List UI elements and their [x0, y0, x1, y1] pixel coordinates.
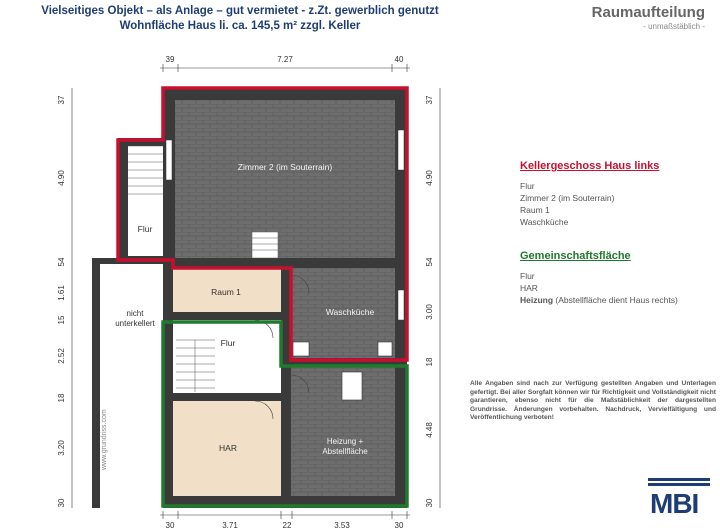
room-label-nicht: nicht: [126, 309, 144, 318]
legend-heizung-bold: Heizung: [520, 295, 554, 305]
dim-right-2: 4.90: [425, 170, 434, 186]
room-label-waschkueche: Waschküche: [325, 307, 375, 317]
dimension-bottom: [160, 511, 410, 519]
dim-left-1: 37: [57, 95, 66, 105]
dim-bottom-4: 3.53: [334, 521, 350, 530]
dim-right-6: 4.48: [425, 422, 434, 438]
dim-right-5: 18: [425, 357, 434, 367]
dim-bottom-5: 30: [394, 521, 404, 530]
legend-gemeinschaft-item-heizung: [520, 294, 678, 306]
dim-bottom-3: 22: [282, 521, 292, 530]
room-label-raum1: Raum 1: [211, 287, 241, 297]
dim-left-3: 54: [57, 257, 66, 267]
washing-machine: [293, 342, 309, 356]
dim-top-3: 40: [394, 55, 404, 64]
dim-right-7: 30: [425, 498, 434, 508]
dim-left-8: 3.20: [57, 440, 66, 456]
legend-gemeinschaft-item: Flur: [520, 271, 535, 281]
dim-right-4: 3.00: [425, 304, 434, 320]
dim-top-2: 7.27: [277, 55, 293, 64]
legend-gemeinschaft-list: [520, 270, 678, 306]
dim-left-6: 2.52: [57, 348, 66, 364]
dim-left-9: 30: [57, 498, 66, 508]
room-label-abstellflaeche: Abstellfläche: [322, 447, 368, 456]
dim-right-1: 37: [425, 95, 434, 105]
room-label-flur-mid: Flur: [220, 338, 236, 348]
legend-keller-item: Waschküche: [520, 217, 569, 227]
sink: [378, 342, 392, 356]
disclaimer: Alle Angaben sind nach zur Verfügung gestellten Angaben und Unterlagen gefertigt. Bei aller Sorgfalt können wir für Richtigkeit und Vollständigkeit nicht garantieren, ebenso nicht für die Maßstäblichkeit der dargestellten Grundrisse. Änderungen vorbehalten. Nachdruck, Vervielfältigung und Veröffentlichung verboten!: [470, 380, 716, 422]
dim-left-5: 15: [57, 315, 66, 325]
legend-gemeinschaft-title: Gemeinschaftsfläche: [520, 250, 631, 262]
flur-top-floor: [128, 146, 163, 256]
legend-keller-title: Kellergeschoss Haus links: [520, 160, 660, 172]
dim-bottom-2: 3.71: [222, 521, 238, 530]
header-line-2: Wohnfläche Haus li. ca. 145,5 m² zzgl. Keller: [119, 20, 361, 32]
legend-keller-list: [520, 180, 614, 228]
nicht-unterkellert-floor: [100, 264, 163, 508]
brand-title: Raumaufteilung: [591, 4, 705, 21]
room-label-flur-top: Flur: [137, 224, 153, 234]
logo-mbi: MBI: [650, 488, 699, 519]
dim-top-1: 39: [165, 55, 175, 64]
legend-keller-item: Zimmer 2 (im Souterrain): [520, 193, 615, 203]
legend-gemeinschaft-item: HAR: [520, 283, 538, 293]
flur-mid-floor: [173, 320, 281, 393]
header-line-1: Vielseitiges Objekt – als Anlage – gut vermietet - z.Zt. gewerblich genutzt: [41, 5, 439, 17]
dim-left-4: 1.61: [57, 285, 66, 301]
heater-unit: [342, 372, 362, 400]
watermark: www.grundriss.com: [101, 409, 108, 470]
brand-subtitle: - unmaßstäblich -: [643, 22, 705, 31]
room-label-heizung: Heizung +: [326, 437, 364, 446]
dimension-top: [160, 64, 410, 72]
logo-stripes: [648, 478, 710, 488]
dim-left-2: 4.90: [57, 170, 66, 186]
room-label-har: HAR: [219, 443, 237, 453]
dim-right-3: 54: [425, 257, 434, 267]
room-label-zimmer2: Zimmer 2 (im Souterrain): [237, 162, 333, 172]
legend-keller-item: Raum 1: [520, 205, 550, 215]
legend-keller-item: Flur: [520, 181, 535, 191]
legend-heizung-rest: (Abstellfläche dient Haus rechts): [553, 295, 678, 305]
zimmer2-floor: [175, 100, 395, 258]
room-label-unterkellert: unterkellert: [115, 319, 155, 328]
stairs-center: [252, 232, 278, 258]
dim-bottom-1: 30: [165, 521, 175, 530]
dim-left-7: 18: [57, 393, 66, 403]
